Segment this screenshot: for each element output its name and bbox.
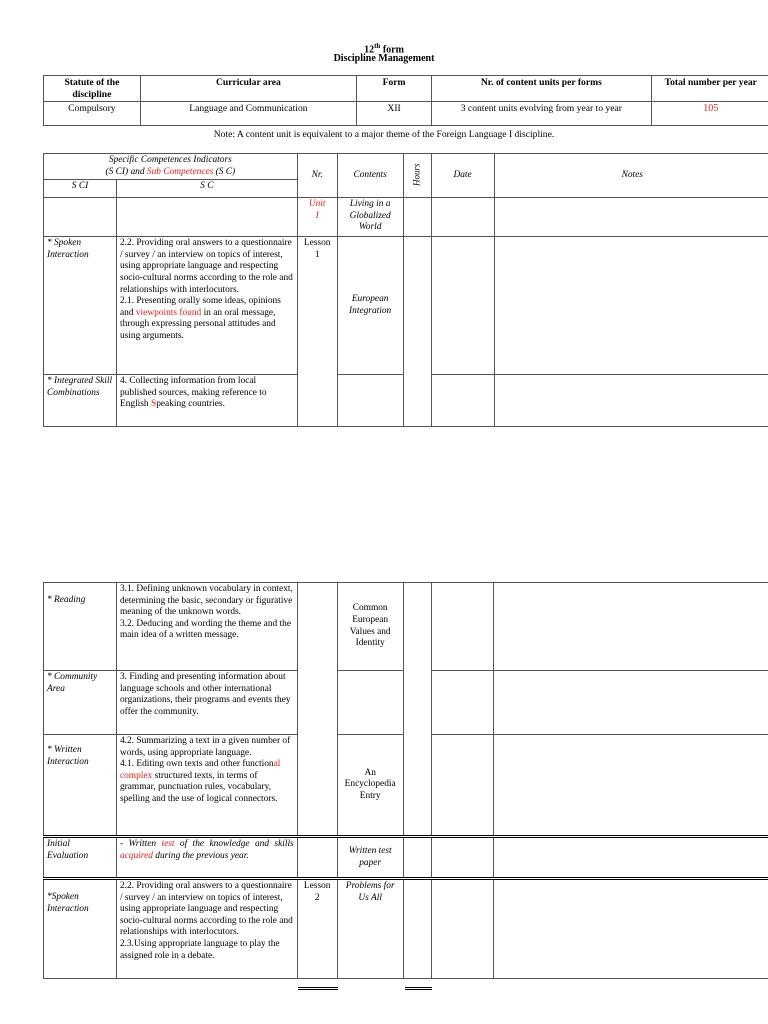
sci-written-interaction: * Written Interaction bbox=[44, 735, 117, 837]
unit-contents: Living in a Globalized World bbox=[337, 198, 403, 237]
nr-column-end-mark bbox=[298, 987, 338, 990]
sc-reading: 3.1. Defining unknown vocabulary in context, determining the basic, secondary or figurative meaning of the unknown words. 3.2. Deducing and wording the theme and the main idea of a written message. bbox=[116, 583, 297, 671]
sci-initial-evaluation: Initial Evaluation bbox=[44, 837, 117, 879]
value-statute: Compulsory bbox=[44, 102, 141, 126]
header-contents: Contents bbox=[337, 154, 403, 198]
header-nr: Nr. bbox=[297, 154, 337, 198]
header-sc: S C bbox=[116, 180, 297, 198]
header-notes: Notes bbox=[494, 154, 768, 198]
sc-community-area: 3. Finding and presenting information about language schools and other international organizations, their programs and events they offer the community. bbox=[116, 671, 297, 735]
header-date: Date bbox=[431, 154, 494, 198]
header-sci: S CI bbox=[44, 180, 117, 198]
header-curricular-area: Curricular area bbox=[140, 76, 356, 102]
initial-evaluation-contents: Written test paper bbox=[337, 837, 403, 879]
header-statute: Statute of the discipline bbox=[44, 76, 141, 102]
header-content-units: Nr. of content units per forms bbox=[432, 76, 651, 102]
reading-contents: Common European Values and Identity bbox=[337, 583, 403, 671]
competences-table-continued bbox=[43, 582, 768, 979]
value-total-number: 105 bbox=[651, 102, 768, 126]
lesson-2-nr: Lesson 2 bbox=[297, 879, 337, 979]
form-title: 12th form bbox=[364, 42, 404, 56]
header-hours: Hours bbox=[403, 154, 431, 198]
sc-spoken-interaction: 2.2. Providing oral answers to a questionnaire / survey / an interview on topics of interest, using appropriate language and respecting socio-cultural norms according to the role and relationships with interlocutors. 2.1. Presenting orally some ideas, opinions and viewpoints found in an oral message, through expressing personal attitudes and using arguments. bbox=[116, 237, 297, 375]
competences-table bbox=[43, 153, 768, 427]
header-form: Form bbox=[357, 76, 432, 102]
value-curricular-area: Language and Communication bbox=[140, 102, 356, 126]
sci-reading: * Reading bbox=[44, 583, 117, 671]
sc-initial-evaluation: - Written test of the knowledge and skills acquired during the previous year. bbox=[116, 837, 297, 879]
document-subtitle: Discipline Management bbox=[333, 53, 435, 64]
sc-written-interaction: 4.2. Summarizing a text in a given number of words, using appropriate language. 4.1. Editing own texts and other functional complex structured texts, in terms of grammar, punctuation rules, vocabulary, spelling and the use of logical connectors. bbox=[116, 735, 297, 837]
value-form: XII bbox=[357, 102, 432, 126]
written-interaction-contents: An Encyclopedia Entry bbox=[337, 735, 403, 837]
summary-table bbox=[43, 75, 768, 126]
sci-integrated-skill: * Integrated Skill Combinations bbox=[44, 375, 117, 427]
sc-spoken-interaction-2: 2.2. Providing oral answers to a questionnaire / survey / an interview on topics of interest, using appropriate language and respecting socio-cultural norms according to the role and relationships with interlocutors. 2.3.Using appropriate language to play the assigned role in a debate. bbox=[116, 879, 297, 979]
sc-integrated-skill: 4. Collecting information from local published sources, making reference to English Speaking countries. bbox=[116, 375, 297, 427]
unit-label: Unit I bbox=[297, 198, 337, 237]
sci-spoken-interaction-2: *Spoken Interaction bbox=[44, 879, 117, 979]
lesson-2-contents: Problems for Us All bbox=[337, 879, 403, 979]
lesson-1-nr: Lesson 1 bbox=[297, 237, 337, 427]
header-total-number: Total number per year bbox=[651, 76, 768, 102]
sci-community-area: * Community Area bbox=[44, 671, 117, 735]
hours-column-end-mark bbox=[405, 987, 432, 990]
note-text: Note: A content unit is equivalent to a major theme of the Foreign Language I discipline. bbox=[213, 129, 555, 140]
lesson-1-contents: European Integration bbox=[337, 237, 403, 375]
header-competences: Specific Competences Indicators (S CI) and Sub Competences (S C) bbox=[44, 154, 298, 180]
value-content-units: 3 content units evolving from year to year bbox=[432, 102, 651, 126]
sci-spoken-interaction: * Spoken Interaction bbox=[44, 237, 117, 375]
